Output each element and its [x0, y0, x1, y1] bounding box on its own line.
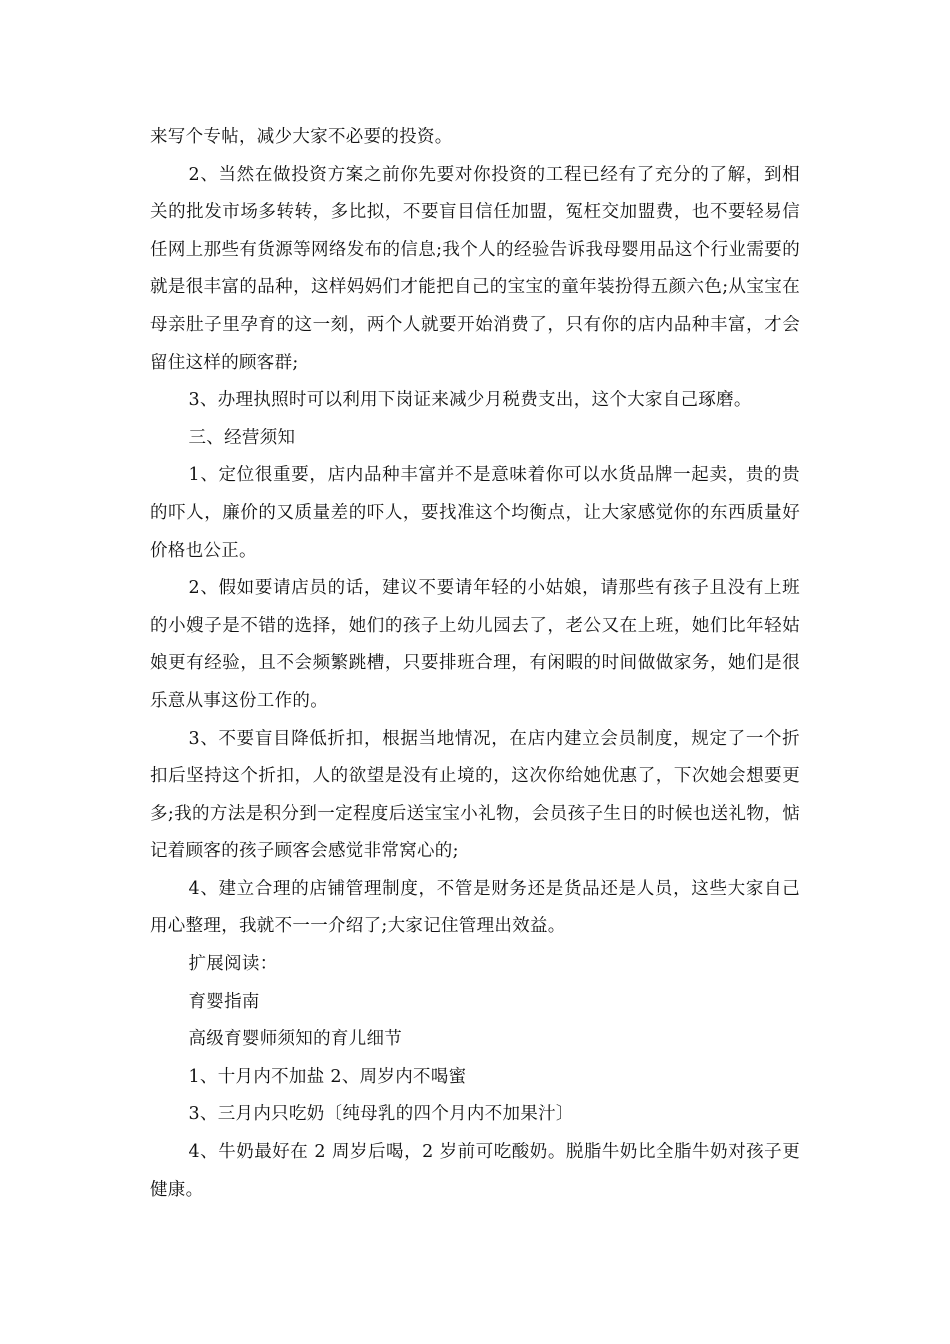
section-heading-operations: 三、经营须知: [188, 427, 296, 448]
paragraph-continuation: 来写个专帖，减少大家不必要的投资。: [150, 127, 453, 147]
paragraph-investment-research: 2、当然在做投资方案之前你先要对你投资的工程已经有了充分的了解，到相关的批发市场多转转，多比拟，不要盲目信任加盟，冤枉交加盟费，也不要轻易信任网上那些有货源等网络发布的信息;我个人的经验告诉我母婴用品这个行业需要的就是很丰富的品种，这样妈妈们才能把自己的宝宝的童年装扮得五颜六色;从宝宝在母亲肚子里孕育的这一刻，两个人就要开始消费了，只有你的店内品种丰富，才会留住这样的顾客群;: [150, 164, 800, 373]
paragraph-staff: 2、假如要请店员的话，建议不要请年轻的小姑娘，请那些有孩子且没有上班的小嫂子是不错的选择，她们的孩子上幼儿园去了，老公又在上班，她们比年轻姑娘更有经验，且不会频繁跳槽，只要排班合理，有闲暇的时间做做家务，她们是很乐意从事这份工作的。: [150, 578, 800, 711]
paragraph-positioning: 1、定位很重要，店内品种丰富并不是意味着你可以水货品牌一起卖，贵的贵的吓人，廉价的又质量差的吓人，要找准这个均衡点，让大家感觉你的东西质量好价格也公正。: [150, 465, 800, 561]
paragraph-management: 4、建立合理的店铺管理制度，不管是财务还是货品还是人员，这些大家自己用心整理，我就不一一介绍了;大家记住管理出效益。: [150, 878, 800, 937]
list-item-cow-milk: 4、牛奶最好在 2 周岁后喝，2 岁前可吃酸奶。脱脂牛奶比全脂牛奶对孩子更健康。: [150, 1142, 800, 1200]
extended-reading-label: 扩展阅读：: [188, 954, 278, 975]
paragraph-license-tax: 3、办理执照时可以利用下岗证来减少月税费支出，这个大家自己琢磨。: [188, 390, 752, 411]
paragraph-discount: 3、不要盲目降低折扣，根据当地情况，在店内建立会员制度，规定了一个折扣后坚持这个折扣，人的欲望是没有止境的，这次你给她优惠了，下次她会想要更多;我的方法是积分到一定程度后送宝宝小礼物，会员孩子生日的时候也送礼物，惦记着顾客的孩子顾客会感觉非常窝心的;: [150, 728, 800, 862]
list-item-salt-honey: 1、十月内不加盐 2、周岁内不喝蜜: [188, 1066, 467, 1087]
list-item-milk-only: 3、三月内只吃奶〔纯母乳的四个月内不加果汁〕: [188, 1104, 574, 1125]
parenting-details-title: 高级育婴师须知的育儿细节: [188, 1029, 403, 1050]
document-page: [150, 119, 800, 1209]
parenting-guide-title: 育婴指南: [188, 991, 260, 1012]
